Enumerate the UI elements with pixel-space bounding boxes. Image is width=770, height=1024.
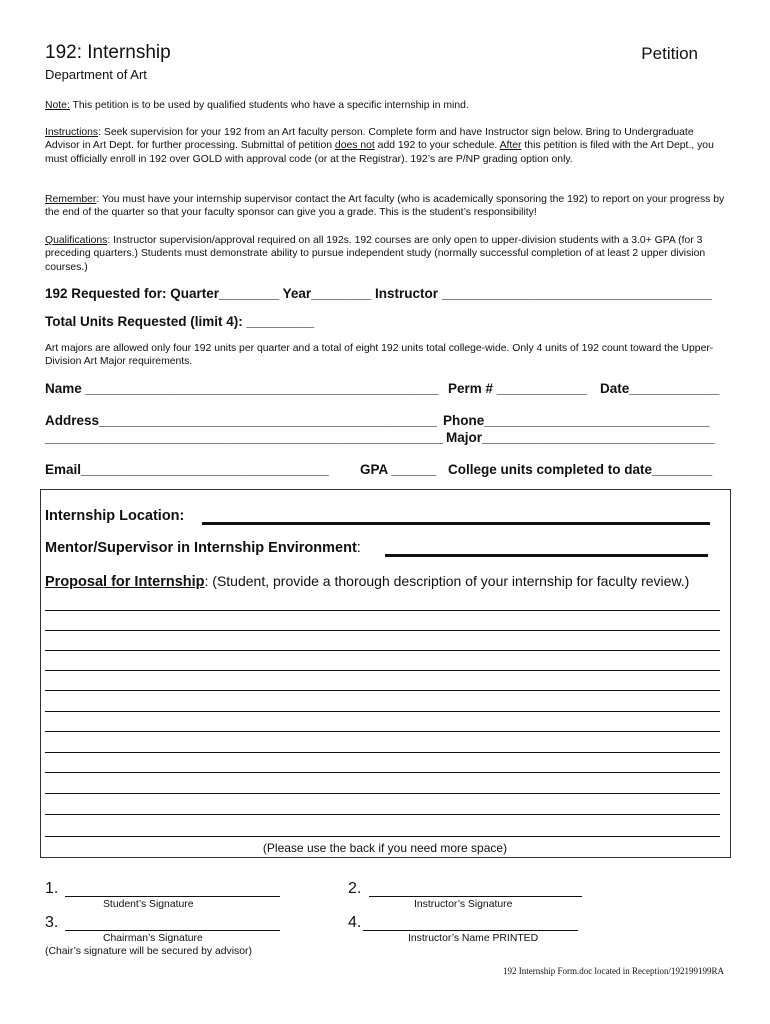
petition-label: Petition [641,44,698,63]
proposal-line[interactable] [45,690,720,691]
name-field[interactable]: Name _______________________________________________ [45,381,439,396]
proposal-line[interactable] [45,772,720,773]
internship-location-line[interactable] [202,522,710,525]
department-label: Department of Art [45,67,147,82]
proposal-line[interactable] [45,731,720,732]
proposal-line[interactable] [45,814,720,815]
remember-text: : You must have your internship supervisor contact the Art faculty (who is academically sponsoring the 192) to report on your progress by the end of the quarter so that your faculty sponsor can give you a grade. This is the student’s responsibility! [45,194,725,219]
qualifications-paragraph [45,234,730,274]
instructions-paragraph [45,126,730,166]
perm-field[interactable]: Perm # ____________ [448,381,587,396]
instructions-label: Instructions [45,127,99,138]
instructions-text-3: this petition is filed with the Art Dept., you must officially enroll in 192 over GOLD with approval code (or at the Registrar). 192’s are P/NP grading option only. [45,140,714,165]
chairman-signature-label: Chairman’s Signature [103,933,203,944]
proposal-line[interactable] [45,610,720,611]
address-field[interactable]: Address_____________________________________________ [45,413,437,428]
note-paragraph [45,99,730,112]
sig-number-2: 2. [348,880,362,897]
mentor-colon: : [356,540,361,556]
instructor-name-label: Instructor’s Name PRINTED [408,933,539,944]
student-signature-label: Student’s Signature [103,899,194,910]
remember-label: Remember [45,194,97,205]
instructions-does-not: does not [334,140,375,152]
qualifications-text: : Instructor supervision/approval required on all 192s. 192 courses are only open to upper-division students with a 3.0+ GPA (for 3 preceding quarters.) Students must demonstrate ability to pursue independent study (normally successful completion of at least 2 upper division courses.) [45,235,706,273]
proposal-heading [45,573,689,590]
instructions-text-2: add 192 to your schedule. [374,140,500,152]
note-label: Note: [45,100,70,111]
proposal-label: Proposal for Internship [45,574,205,590]
qualifications-label: Qualifications [45,235,108,246]
college-units-field[interactable]: College units completed to date________ [448,462,713,477]
proposal-line[interactable] [45,752,720,753]
email-field[interactable]: Email_________________________________ [45,462,329,477]
instructor-signature-line[interactable] [369,896,582,897]
form-title: 192: Internship [45,42,171,63]
proposal-line[interactable] [45,670,720,671]
major-field[interactable]: Major_______________________________ [446,430,715,445]
proposal-colon: : [204,573,209,589]
note-text: This petition is to be used by qualified students who have a specific internship in mind. [69,100,469,111]
proposal-line[interactable] [45,793,720,794]
internship-location-label: Internship Location: [45,508,185,524]
sig-number-3: 3. [45,914,59,931]
mentor-line[interactable] [385,554,708,557]
proposal-line[interactable] [45,650,720,651]
student-signature-line[interactable] [65,896,280,897]
sig-number-4: 4. [348,914,362,931]
instructor-name-line[interactable] [363,930,578,931]
sig-number-1: 1. [45,880,59,897]
proposal-line[interactable] [45,711,720,712]
instructions-after: After [499,140,522,152]
date-field[interactable]: Date____________ [600,381,720,396]
requested-for-field[interactable]: 192 Requested for: Quarter________ Year________ Instructor ____________________________________ [45,286,713,301]
mentor-label [45,540,361,556]
instructor-signature-label: Instructor’s Signature [414,899,513,910]
instructions-text-1: : Seek supervision for your 192 from an Art faculty person. Complete form and have Instructor sign below. Bring to Undergraduate Advisor in Art Dept. for further processing. Submittal of petition [45,127,694,152]
units-note: Art majors are allowed only four 192 units per quarter and a total of eight 192 units total college-wide. Only 4 units of 192 count toward the Upper-Division Art Major requirements. [45,343,714,368]
footer-note: 192 Internship Form.doc located in Reception/192199199RA [503,966,724,976]
proposal-line[interactable] [45,630,720,631]
address-line-2[interactable]: _____________________________________________________ [45,430,443,445]
gpa-field[interactable]: GPA ______ [360,462,437,477]
total-units-field[interactable]: Total Units Requested (limit 4): _________ [45,314,315,329]
back-note: (Please use the back if you need more space) [262,841,508,855]
chairman-signature-line[interactable] [65,930,280,931]
proposal-line[interactable] [45,836,720,837]
chair-signature-note: (Chair’s signature will be secured by advisor) [45,946,252,957]
proposal-description: (Student, provide a thorough description of your internship for faculty review.) [208,573,690,589]
mentor-text: Mentor/Supervisor in Internship Environment [45,540,357,556]
phone-field[interactable]: Phone______________________________ [443,413,710,428]
remember-paragraph [45,193,730,220]
